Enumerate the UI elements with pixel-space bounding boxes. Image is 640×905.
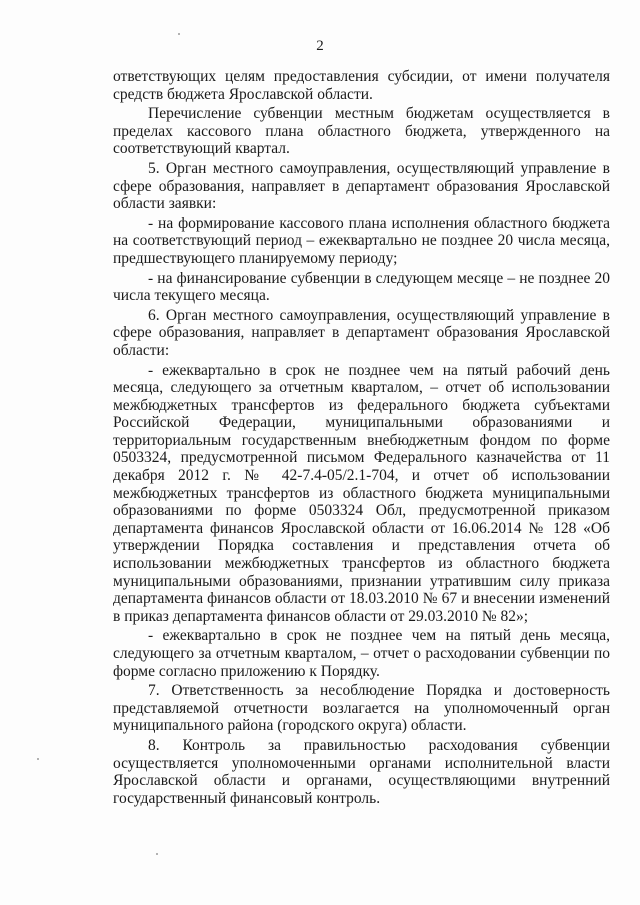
scan-speck bbox=[178, 33, 180, 35]
paragraph-3: 5. Орган местного самоуправления, осуществляющий управление в сфере образования, направляет в департамент образования Ярославской области заявки: bbox=[113, 159, 610, 213]
paragraph-8: - ежеквартально в срок не позднее чем на пятый день месяца, следующего за отчетным кварталом, – отчет о расходовании субвенции по форме согласно приложению к Порядку. bbox=[113, 627, 610, 680]
paragraph-10: 8. Контроль за правильностью расходования субвенции осуществляется уполномоченными органами исполнительной власти Ярославской области и органами, осуществляющими внутренний государственный финансовый контроль. bbox=[113, 736, 610, 807]
paragraph-6: 6. Орган местного самоуправления, осуществляющий управление в сфере образования, направляет в департамент образования Ярославской области: bbox=[113, 306, 610, 359]
page-number: 2 bbox=[316, 38, 324, 54]
paragraph-2: Перечисление субвенции местным бюджетам осуществляется в пределах кассового плана областного бюджета, утвержденного на соответствующий квартал. bbox=[113, 105, 610, 158]
paragraph-9: 7. Ответственность за несоблюдение Порядка и достоверность представляемой отчетности возлагается на уполномоченный орган муниципального района (городского округа) области. bbox=[113, 682, 610, 735]
paragraph-5: - на финансирование субвенции в следующем месяце – не позднее 20 числа текущего месяца. bbox=[113, 269, 610, 305]
scan-speck bbox=[156, 853, 158, 855]
paragraph-7: - ежеквартально в срок не позднее чем на пятый рабочий день месяца, следующего за отчетным кварталом, – отчет об использовании межбюджетных трансфертов из федерального бюджета субъектами Российской Федерации, муниципальными образованиями и территориальным государственным внебюджетным фондом по форме 0503324, предусмотренной письмом Федерального казначейства от 11 декабря 2012 г. № 42-7.4-05/2.1-704, и отчет об использовании межбюджетных трансфертов из областного бюджета муниципальными образованиями по форме 0503324 Обл, предусмотренной приказом департамента финансов Ярославской области от 16.06.2014 № 128 «Об утверждении Порядка составления и представления отчета об использовании межбюджетных трансфертов из областного бюджета муниципальными образованиями, признании утратившим силу приказа департамента финансов области от 18.03.2010 № 67 и внесении изменений в приказ департамента финансов области от 29.03.2010 № 82»; bbox=[113, 361, 610, 625]
document-body bbox=[113, 68, 610, 809]
paragraph-1: ответствующих целям предоставления субсидии, от имени получателя средств бюджета Ярославской области. bbox=[113, 68, 610, 103]
scan-speck bbox=[37, 758, 39, 760]
paragraph-4: - на формирование кассового плана исполнения областного бюджета на соответствующий период – ежеквартально не позднее 20 числа месяца, предшествующего планируемому периоду; bbox=[113, 214, 610, 267]
